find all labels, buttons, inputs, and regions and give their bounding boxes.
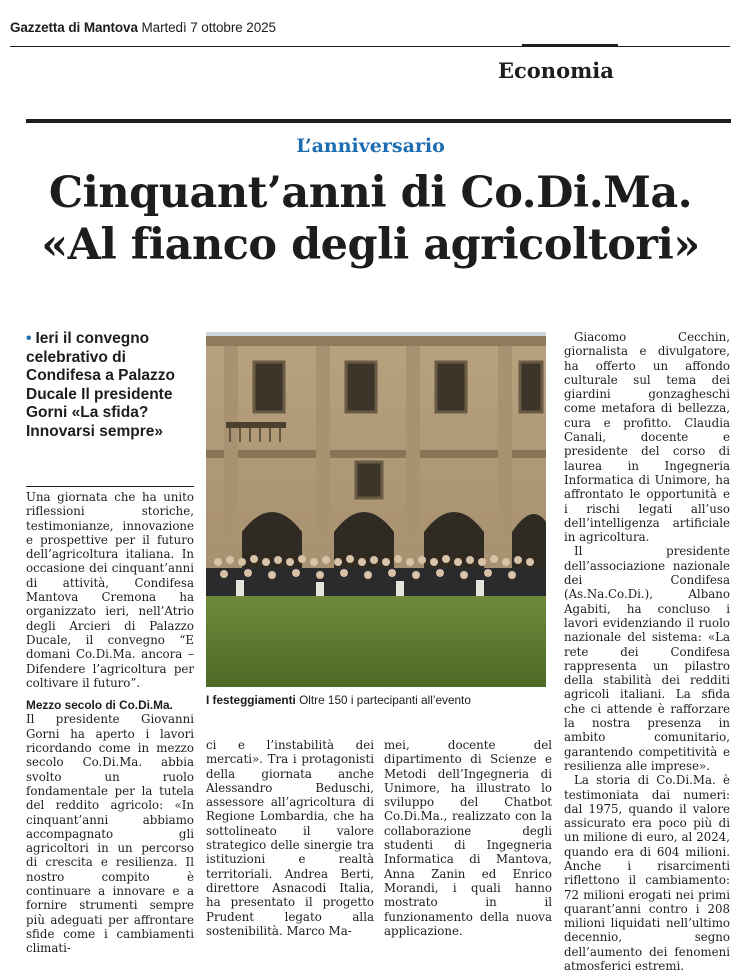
paragraph: mei, docente del dipartimento di Scienze e Metodi dell’Ingegneria di Unimore, ha illustrato lo sviluppo del Chatbot Co.Di.Ma., realizzato con la collaborazione degli studenti di Ingegneria Informatica di Mantova, Anna Zanin ed Enrico Morandi, i quali hanno mostrato in il funzionamento della nuova applicazione. [384,738,552,938]
masthead-rule [10,46,730,47]
paragraph: Una giornata che ha unito riflessioni storiche, testimonianze, innovazione e prospettive per il futuro dell’agricoltura italiana. In occasione dei cinquant’anni di attività, Condifesa Mantova Cremona ha organizzato ieri, nell’Atrio degli Arcieri di Palazzo Ducale, il convegno “E domani Co.Di.Ma. ancora – Difendere l’agricoltura per coltivare il futuro”. [26,490,194,690]
section-title: Economia [498,58,614,83]
paragraph: Il presidente dell’associazione nazionale dei Condifesa (As.Na.Co.Di.), Albano Agabiti, ha concluso i lavori evidenziando il ruolo nazionale del sistema: «La rete dei Condifesa rappresenta un pilastro della stabilità dei redditi agricoli italiani. La sfida che ci attende è rafforzare la nostra presenza in ambito comunitario, garantendo competitività e resilienza alle imprese». [564,544,730,773]
headline-line-2: «Al fianco degli agricoltori» [41,220,700,270]
event-group-photo [206,332,546,687]
kicker: L’anniversario [296,135,445,157]
bullet-icon: • [26,330,32,347]
summary [26,330,194,441]
section-rule [26,119,731,123]
paragraph: La storia di Co.Di.Ma. è testimoniata dai numeri: dal 1975, quando il valore assicurato era poco più di un milione di euro, al 2024, quando era di 604 milioni. Anche i risarcimenti riflettono il cambiamento: 72 milioni erogati nei primi quarant’anni contro i 208 milioni liquidati nell’ultimo decennio, segno dell’aumento dei fenomeni atmosferici estremi. [564,773,730,973]
paragraph: ci e l’instabilità dei mercati». Tra i protagonisti della giornata anche Alessandro Beduschi, assessore all’agricoltura di Regione Lombardia, che ha sottolineato il valore strategico delle sinergie tra istituzioni e realtà territoriali. Andrea Berti, direttore Asnacodi Italia, ha presentato il progetto Prudent legato alla sostenibilità. Marco Ma- [206,738,374,938]
paragraph: Giacomo Cecchin, giornalista e divulgatore, ha offerto un affondo culturale sul tema dei giardini gonzagheschi come metafora di bellezza, cura e profitto. Claudia Canali, docente e presidente del corso di laurea in Ingegneria Informatica di Unimore, ha affrontato le opportunità e i rischi legati all’uso dell’intelligenza artificiale in agricoltura. [564,330,730,545]
summary-rule [26,486,194,487]
article-column-2 [206,738,374,938]
article-column-4 [564,330,730,973]
paragraph: Il presidente Giovanni Gorni ha aperto i lavori ricordando come in mezzo secolo Co.Di.Ma. abbia svolto un ruolo fondamentale per la tutela del reddito agricolo: «In cinquant’anni abbiamo accompagnato gli agricoltori in un percorso di crescita e resilienza. Il nostro compito è continuare a innovare e a fornire strumenti sempre più adeguati per affrontare sfide come i cambiamenti climati- [26,712,194,956]
headline-line-1: Cinquant’anni di Co.Di.Ma. [48,168,693,218]
section-marker [522,44,618,47]
publication-name: Gazzetta di Mantova [10,20,138,35]
article-column-3 [384,738,552,938]
photo-caption [206,693,546,707]
article-column-1 [26,490,194,956]
issue-date: Martedì 7 ottobre 2025 [141,20,276,35]
masthead-line [10,20,276,35]
subheading: Mezzo secolo di Co.Di.Ma. [26,698,173,713]
caption-text: Oltre 150 i partecipanti all’evento [295,693,471,707]
caption-lead: I festeggiamenti [206,693,296,707]
summary-text: Ieri il convegno celebrativo di Condifesa a Palazzo Ducale Il presidente Gorni «La sfida? Innovarsi sempre» [26,330,176,440]
headline [0,167,741,271]
